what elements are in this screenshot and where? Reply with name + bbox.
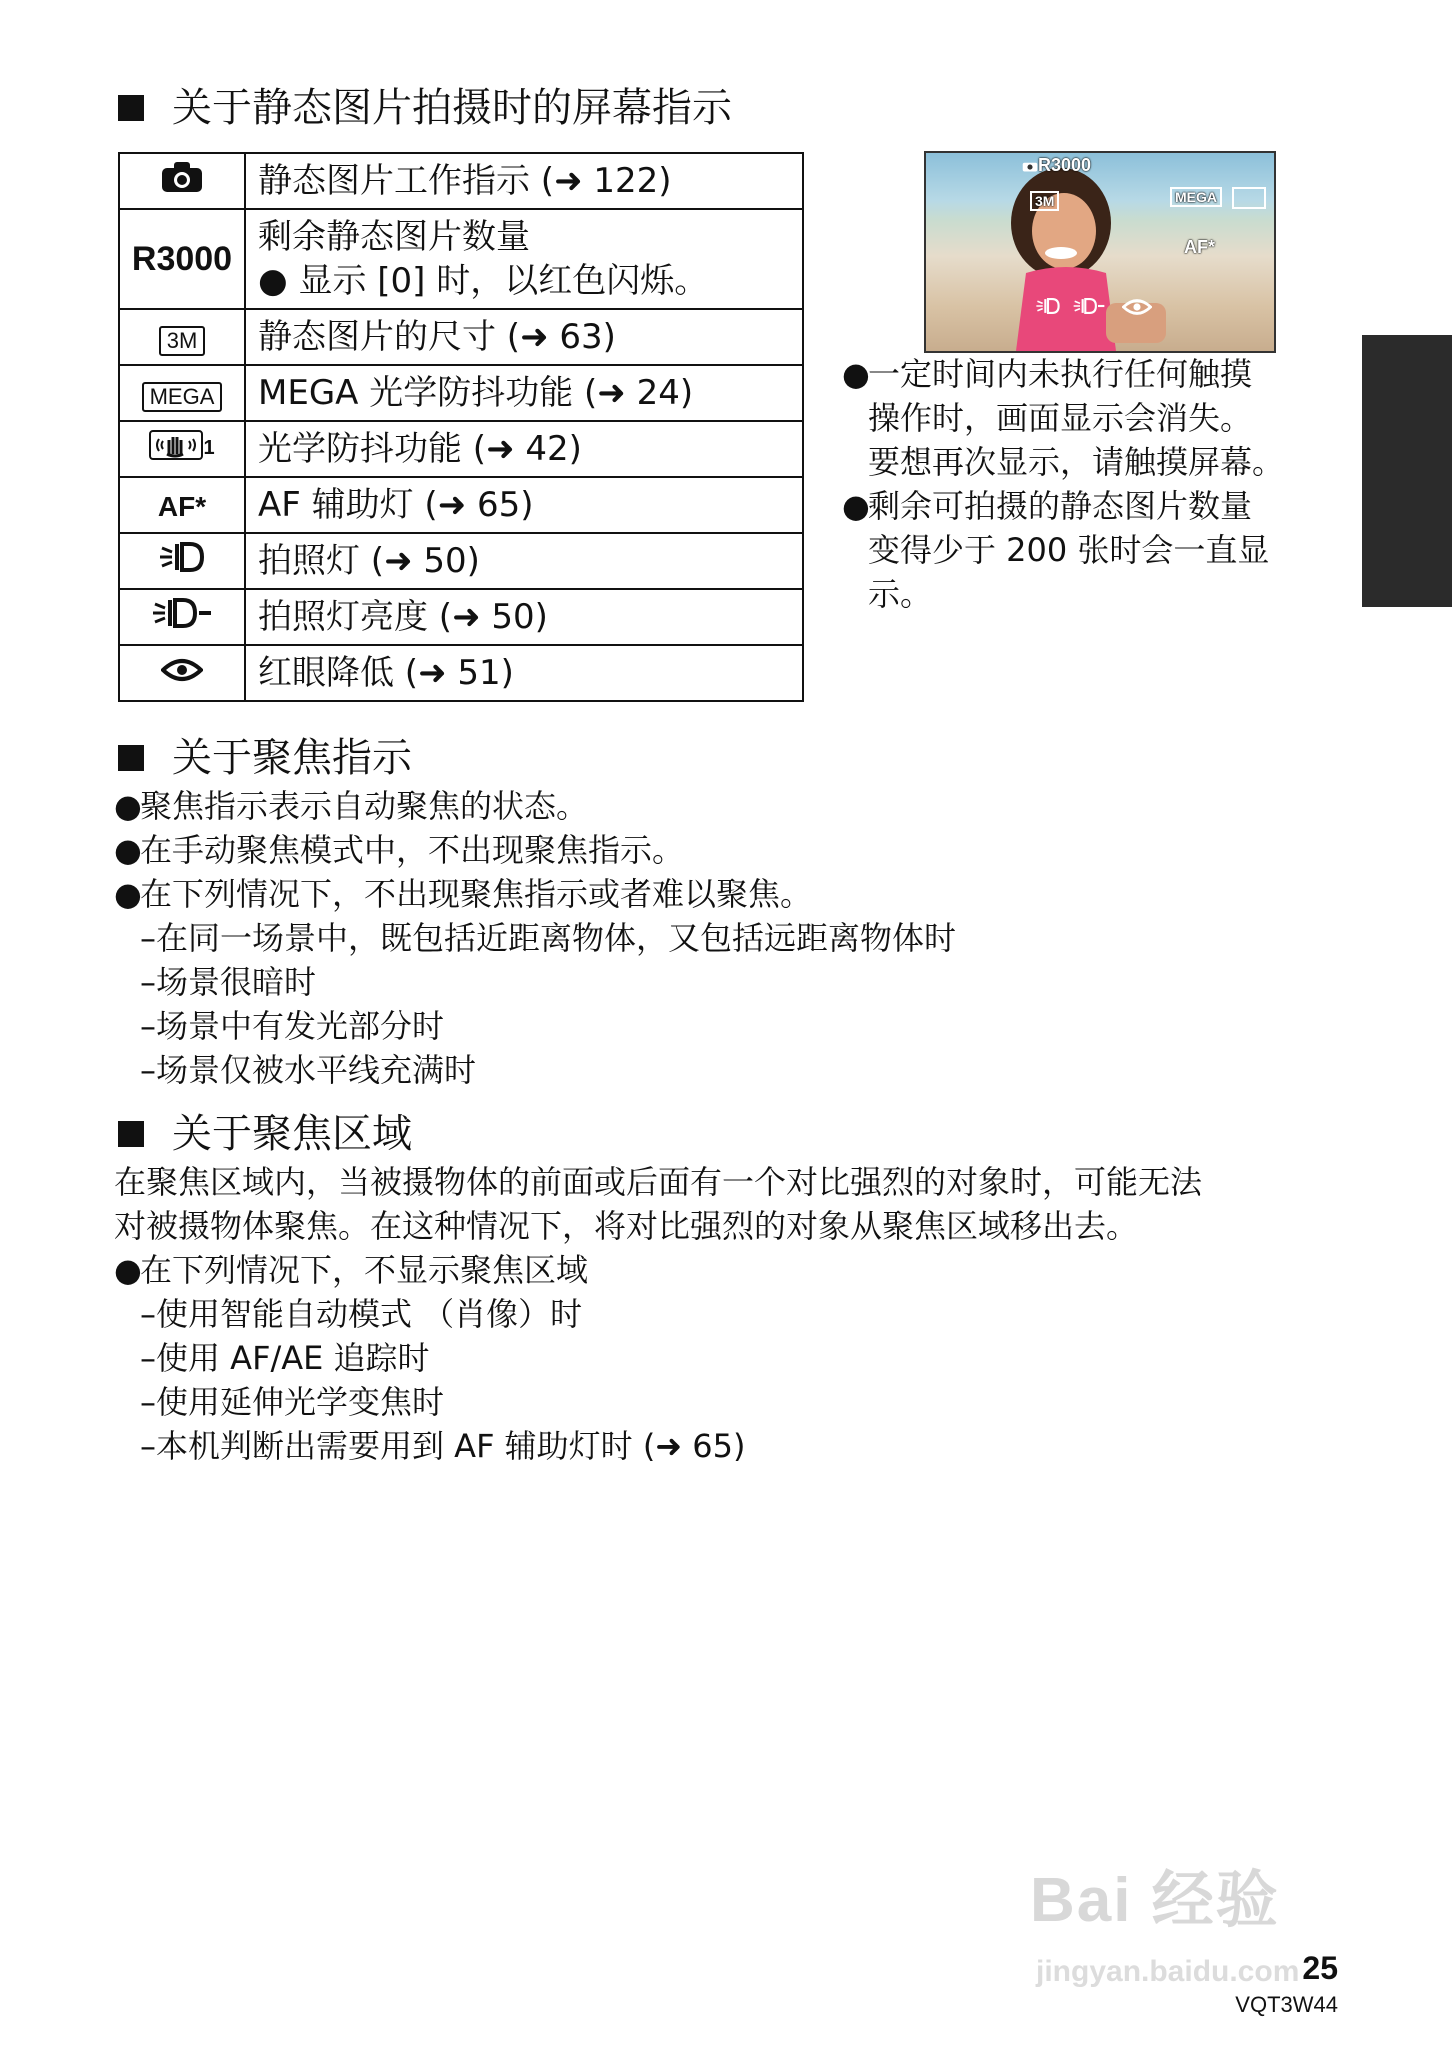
photo-light-brightness-icon: [1072, 297, 1106, 320]
paragraph: 对被摄物体聚焦。在这种情况下，将对比强烈的对象从聚焦区域移出去。: [114, 1207, 1139, 1245]
section-title: 关于静态图片拍摄时的屏幕指示: [118, 84, 732, 132]
mega-ois-icon: MEGA: [142, 382, 223, 412]
table-row: [119, 477, 803, 533]
picture-size-icon: 3M: [159, 326, 206, 356]
table-row: [119, 533, 803, 589]
list-item: ●在下列情况下，不出现聚焦指示或者难以聚焦。: [114, 875, 813, 913]
section-title: 关于聚焦区域: [118, 1110, 412, 1158]
remaining-count-indicator: R3000: [131, 240, 233, 278]
square-bullet-icon: [118, 95, 144, 121]
list-item: –使用智能自动模式 （肖像）时: [140, 1295, 583, 1333]
watermark-url: jingyan.baidu.com: [1036, 1955, 1300, 1988]
table-cell: 静态图片的尺寸 (➜ 63): [245, 309, 803, 365]
list-item: 示。: [868, 575, 933, 613]
table-cell: 拍照灯 (➜ 50): [245, 533, 803, 589]
paragraph: 在聚焦区域内，当被摄物体的前面或后面有一个对比强烈的对象时，可能无法: [114, 1163, 1203, 1201]
red-eye-icon: [1122, 297, 1152, 322]
list-item: –使用延伸光学变焦时: [140, 1383, 445, 1421]
table-cell: 静态图片工作指示 (➜ 122): [245, 153, 803, 209]
document-code: VQT3W44: [1235, 1992, 1338, 2017]
list-item: 操作时，画面显示会消失。: [868, 399, 1253, 437]
table-cell: 光学防抖功能 (➜ 42): [245, 421, 803, 477]
lcd-preview-image: [924, 151, 1276, 353]
photo-light-icon: [119, 533, 245, 589]
table-cell: 红眼降低 (➜ 51): [245, 645, 803, 701]
table-row: [119, 589, 803, 645]
table-row: [119, 309, 803, 365]
list-item: ●在下列情况下，不显示聚焦区域: [114, 1251, 589, 1289]
lcd-mega: MEGA: [1170, 187, 1222, 207]
list-item: –场景仅被水平线充满时: [140, 1051, 477, 1089]
square-bullet-icon: [118, 745, 144, 771]
list-item: 变得少于 200 张时会一直显: [868, 531, 1270, 569]
optical-stabilizer-icon: 1: [149, 430, 214, 460]
photo-light-icon: [1034, 297, 1062, 320]
table-row: [119, 365, 803, 421]
table-row: [119, 209, 803, 309]
camera-icon: [1022, 159, 1038, 178]
list-item: –使用 AF/AE 追踪时: [140, 1339, 430, 1377]
table-row: [119, 645, 803, 701]
side-tab-marker: [1362, 335, 1452, 607]
watermark-logo: Bai 经验: [1030, 1866, 1280, 1935]
list-item: ●剩余可拍摄的静态图片数量: [842, 487, 1253, 525]
list-item: 要想再次显示，请触摸屏幕。: [868, 443, 1285, 481]
camera-icon: [119, 153, 245, 209]
list-item: ●一定时间内未执行任何触摸: [842, 355, 1253, 393]
table-cell: 拍照灯亮度 (➜ 50): [245, 589, 803, 645]
list-item: ●聚焦指示表示自动聚焦的状态。: [114, 787, 589, 825]
indicator-table: [118, 152, 804, 702]
lcd-count: R3000: [1038, 155, 1092, 175]
lcd-size: 3M: [1030, 191, 1059, 211]
table-cell: AF 辅助灯 (➜ 65): [245, 477, 803, 533]
list-item: –在同一场景中，既包括近距离物体，又包括远距离物体时: [140, 919, 957, 957]
list-item: –本机判断出需要用到 AF 辅助灯时 (➜ 65): [140, 1427, 746, 1465]
list-item: ●在手动聚焦模式中，不出现聚焦指示。: [114, 831, 685, 869]
table-row: [119, 421, 803, 477]
table-cell: MEGA 光学防抖功能 (➜ 24): [245, 365, 803, 421]
optical-stabilizer-icon: [1232, 187, 1266, 209]
lcd-af: AF*: [1184, 237, 1215, 257]
table-cell: 剩余静态图片数量 ● 显示 [0] 时，以红色闪烁。: [245, 209, 803, 309]
section-title: 关于聚焦指示: [118, 734, 412, 782]
table-row: [119, 153, 803, 209]
page-number: 25: [1302, 1950, 1338, 1986]
square-bullet-icon: [118, 1121, 144, 1147]
list-item: –场景很暗时: [140, 963, 317, 1001]
red-eye-icon: [119, 645, 245, 701]
af-assist-icon: AF*: [157, 491, 207, 522]
photo-light-brightness-icon: [119, 589, 245, 645]
list-item: –场景中有发光部分时: [140, 1007, 445, 1045]
